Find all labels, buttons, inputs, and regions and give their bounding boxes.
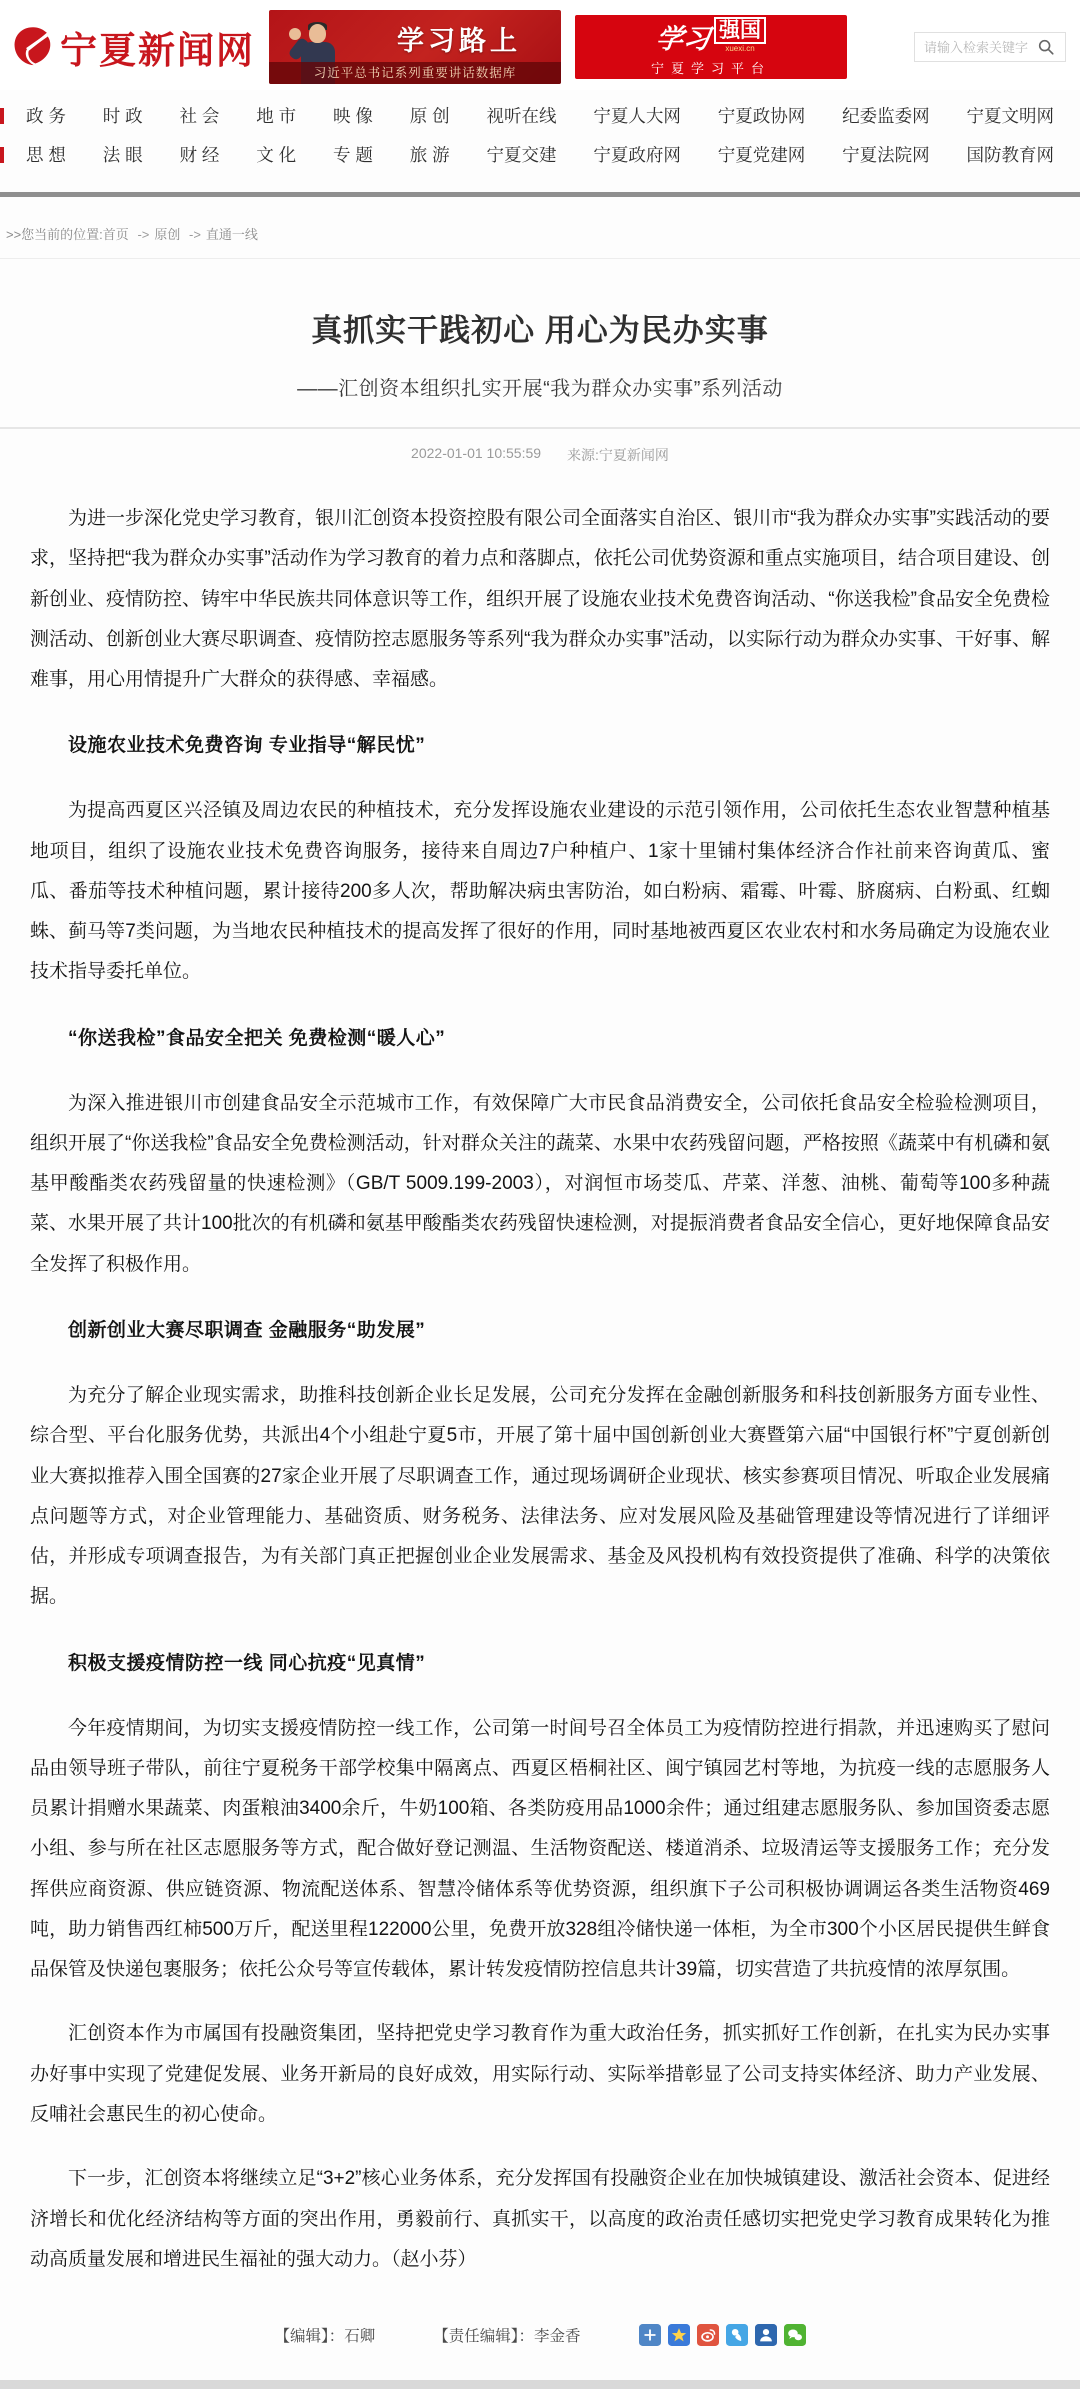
page-bottom-bar <box>0 2380 1080 2389</box>
breadcrumb-separator: -> <box>189 227 201 242</box>
xuexi-banner-subtitle: 宁夏学习平台 <box>650 61 771 76</box>
search-icon[interactable] <box>1036 37 1056 57</box>
section-heading-pandemic: 积极支援疫情防控一线 同心抗疫“见真情” <box>68 1652 426 1674</box>
editor-label: 【编辑】： <box>274 2328 345 2346</box>
breadcrumb-prefix: >>您当前的位置: <box>6 227 103 242</box>
breadcrumb-separator: -> <box>137 227 150 242</box>
nav-item-fayan[interactable]: 法 眼 <box>102 145 143 165</box>
section-heading-competition: 创新创业大赛尽职调查 金融服务“助发展” <box>68 1319 426 1341</box>
nav-item-wenming-site[interactable]: 宁夏文明网 <box>966 106 1054 126</box>
nav-item-shehui[interactable]: 社 会 <box>179 106 220 126</box>
nav-item-fayuan-site[interactable]: 宁夏法院网 <box>842 145 930 165</box>
nav-red-tick <box>0 147 4 163</box>
favorite-star-icon[interactable] <box>668 2324 690 2346</box>
phoenix-flame-logo-icon <box>10 25 54 69</box>
paragraph-pandemic: 今年疫情期间，为切实支援疫情防控一线工作，公司第一时间号召全体员工为疫情防控进行捐款，并迅速购买了慰问品由领导班子带队，前往宁夏税务干部学校集中隔离点、西夏区梧桐社区、闽宁镇园艺村等地，为抗疫一线的志愿服务人员累计捐赠水果蔬菜、肉蛋粮油3400余斤，牛奶100箱、各类防疫用品1000余件；通过组建志愿服务队、参加国资委志愿小组、参与所在社区志愿服务等方式，配合做好登记测温、生活物资配送、楼道消杀、垃圾清运等支援服务工作；充分发挥供应商资源、供应链资源、物流配送体系、智慧冷储体系等优势资源，组织旗下子公司积极协调调运各类生活物资469吨，助力销售西红柿500万斤，配送里程122000公里，免费开放328组冷储快递一体柜，为全市300个小区居民提供生鲜食品保管及快递包裹服务；依托公众号等宣传载体，累计转发疫情防控信息共计39篇，切实营造了共抗疫情的浓厚氛围。 <box>30 1717 1050 1981</box>
paragraph-outlook: 下一步，汇创资本将继续立足“3+2”核心业务体系，充分发挥国有投融资企业在加快城镇建设、激活社会资本、促进经济增长和优化经济结构等方面的突出作用，勇毅前行、真抓实干，以高度的政治责任感切实把党史学习教育成果转化为推动高质量发展和增进民生福祉的强大动力。（赵小芬） <box>30 2168 1050 2270</box>
article <box>0 259 1080 2352</box>
article-subtitle: ——汇创资本组织扎实开展“我为群众办实事”系列活动 <box>297 378 783 400</box>
breadcrumb-home-link[interactable]: 首页 <box>102 227 129 242</box>
nav-item-yingxiang[interactable]: 映 像 <box>333 106 373 126</box>
site-logo[interactable] <box>10 20 255 74</box>
article-source: 来源:宁夏新闻网 <box>567 447 669 463</box>
qiangguo-bold-text: 强国 <box>714 17 766 44</box>
nav-item-zhengfu-site[interactable]: 宁夏政府网 <box>593 145 681 165</box>
paragraph-food-safety: 为深入推进银川市创建食品安全示范城市工作，有效保障广大市民食品消费安全，公司依托食品安全检验检测项目，组织开展了“你送我检”食品安全免费检测活动，针对群众关注的蔬菜、水果中农药残留问题，严格按照《蔬菜中有机磷和氨基甲酸酯类农药残留量的快速检测》（GB/T 5009.199-2003），对润恒市场茭瓜、芹菜、洋葱、油桃、葡萄等100多种蔬菜、水果开展了共计100批次的有机磷和氨基甲酸酯类农药残留快速检测，对提振消费者食品安全信心，更好地保障食品安全发挥了积极作用。 <box>30 1092 1050 1275</box>
share-bar <box>639 2324 806 2346</box>
site-header <box>0 0 1080 90</box>
paragraph-intro: 为进一步深化党史学习教育，银川汇创资本投资控股有限公司全面落实自治区、银川市“我为群众办实事”实践活动的要求，坚持把“我为群众办实事”活动作为学习教育的着力点和落脚点，依托公司优势资源和重点实施项目，结合项目建设、创新创业、疫情防控、铸牢中华民族共同体意识等工作，组织开展了设施农业技术免费咨询活动、“你送我检”食品安全免费检测活动、创新创业大赛尽职调查、疫情防控志愿服务等系列“我为群众办实事”活动，以实际行动为群众办实事、干好事、解难事，用心用情提升广大群众的获得感、幸福感。 <box>30 508 1050 691</box>
tencent-weibo-icon[interactable] <box>726 2324 748 2346</box>
nav-item-lvyou[interactable]: 旅 游 <box>409 145 450 165</box>
nav-red-tick <box>0 108 4 124</box>
paragraph-summary: 汇创资本作为市属国有投融资集团，坚持把党史学习教育作为重大政治任务，抓实抓好工作创新，在扎实为民办实事办好事中实现了党建促发展、业务开新局的良好成效，用实际行动、实际举措彰显了公司支持实体经济、助力产业发展、反哺社会惠民生的初心使命。 <box>30 2023 1050 2125</box>
nav-item-caijing[interactable]: 财 经 <box>179 145 220 165</box>
nav-item-guofang-site[interactable]: 国防教育网 <box>966 145 1054 165</box>
chief-editor-name: 李金香 <box>534 2328 581 2346</box>
breadcrumb-yuanchuang-link[interactable]: 原创 <box>154 227 181 242</box>
nav-item-shizheng[interactable]: 时 政 <box>102 106 143 126</box>
nav-item-zhengwu[interactable]: 政 务 <box>26 106 66 126</box>
nav-item-yuanchuang[interactable]: 原 创 <box>409 106 450 126</box>
sina-weibo-icon[interactable] <box>697 2324 719 2346</box>
publish-timestamp: 2022-01-01 10:55:59 <box>411 445 542 461</box>
paragraph-agriculture: 为提高西夏区兴泾镇及周边农民的种植技术，充分发挥设施农业建设的示范引领作用，公司依托生态农业智慧种植基地项目，组织了设施农业技术免费咨询服务，接待来自周边7户种植户、1家十里铺村集体经济合作社前来咨询黄瓜、蜜瓜、番茄等技术种植问题，累计接待200多人次，帮助解决病虫害防治，如白粉病、霜霉、叶霉、脐腐病、白粉虱、红蜘蛛、蓟马等7类问题，为当地农民种植技术的提高发挥了很好的作用，同时基地被西夏区农业农村和水务局确定为设施农业技术指导委托单位。 <box>30 800 1050 983</box>
study-road-banner-subtitle: 习近平总书记系列重要讲话数据库 <box>269 62 561 84</box>
share-more-icon[interactable] <box>639 2324 661 2346</box>
search-box <box>914 32 1066 62</box>
nav-item-dishi[interactable]: 地 市 <box>256 106 297 126</box>
section-heading-agriculture: 设施农业技术免费咨询 专业指导“解民忧” <box>68 735 426 757</box>
nav-item-zhuanti[interactable]: 专 题 <box>333 145 373 165</box>
nav-row-2 <box>0 135 1080 174</box>
article-meta <box>0 429 1080 473</box>
nav-item-jiaojian[interactable]: 宁夏交建 <box>486 145 557 165</box>
section-heading-food-safety: “你送我检”食品安全把关 免费检测“暖人心” <box>68 1027 446 1049</box>
study-road-banner-title: 学习路上 <box>397 26 521 56</box>
renren-icon[interactable] <box>755 2324 777 2346</box>
article-body <box>0 473 1080 2280</box>
search-input[interactable] <box>924 40 1036 55</box>
site-name: 宁夏新闻网 <box>60 30 255 71</box>
breadcrumb-zhitong-link[interactable]: 直通一线 <box>205 227 258 242</box>
chief-editor-credit <box>433 2324 580 2346</box>
nav-item-renda-site[interactable]: 宁夏人大网 <box>593 106 681 126</box>
nav-item-shiting-zaixian[interactable]: 视听在线 <box>486 106 557 126</box>
xuexi-script-text: 学习 <box>654 24 712 54</box>
xuexi-qiangguo-banner[interactable] <box>575 15 847 79</box>
breadcrumb <box>0 197 1080 259</box>
article-title: 真抓实干践初心 用心为民办实事 <box>311 313 769 348</box>
wechat-icon[interactable] <box>784 2324 806 2346</box>
main-nav <box>0 90 1080 176</box>
xuexi-domain-text: xuexi.cn <box>725 44 755 53</box>
nav-item-jiwei-site[interactable]: 纪委监委网 <box>842 106 930 126</box>
editor-name: 石卿 <box>344 2328 376 2346</box>
article-footer <box>0 2314 1080 2352</box>
nav-item-sixiang[interactable]: 思 想 <box>26 145 66 165</box>
nav-item-zhengxie-site[interactable]: 宁夏政协网 <box>717 106 806 126</box>
nav-row-1 <box>0 96 1080 135</box>
editor-credit <box>274 2324 375 2346</box>
study-road-banner[interactable] <box>269 10 561 84</box>
chief-editor-label: 【责任编辑】： <box>433 2328 535 2346</box>
nav-item-wenhua[interactable]: 文 化 <box>256 145 297 165</box>
paragraph-competition: 为充分了解企业现实需求，助推科技创新企业长足发展，公司充分发挥在金融创新服务和科技创新服务方面专业性、综合型、平台化服务优势，共派出4个小组赴宁夏5市，开展了第十届中国创新创业大赛暨第六届“中国银行杯”宁夏创新创业大赛拟推荐入围全国赛的27家企业开展了尽职调查工作，通过现场调研企业现状、核实参赛项目情况、听取企业发展痛点问题等方式，对企业管理能力、基础资质、财务税务、法律法务、应对发展风险及基础管理建设等情况进行了详细评估，并形成专项调查报告，为有关部门真正把握创业企业发展需求、基金及风投机构有效投资提供了准确、科学的决策依据。 <box>30 1384 1050 1608</box>
nav-item-dangjian-site[interactable]: 宁夏党建网 <box>717 145 806 165</box>
